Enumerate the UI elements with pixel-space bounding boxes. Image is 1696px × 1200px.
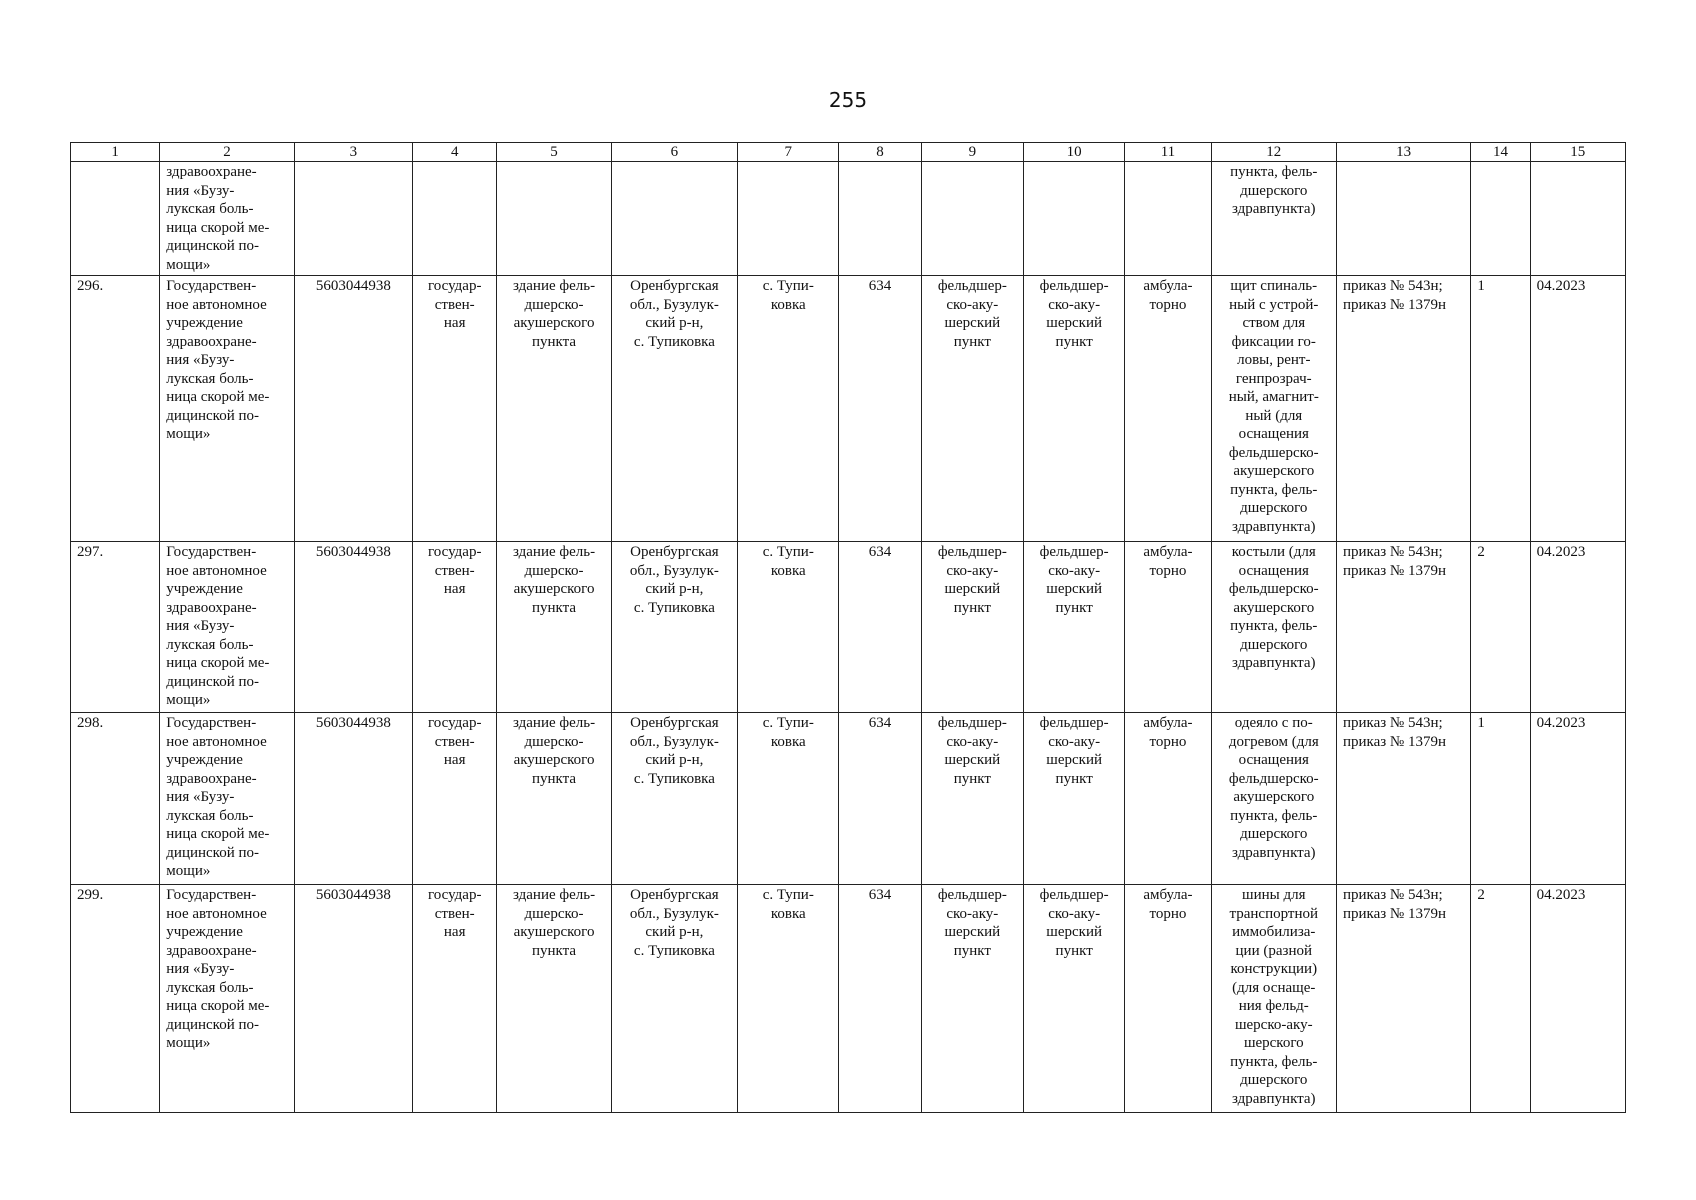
cell-date: 04.2023 bbox=[1530, 542, 1625, 713]
cell-type-2: фельдшер- ско-аку- шерский пункт bbox=[1024, 885, 1125, 1113]
cell-care-form: амбула- торно bbox=[1125, 713, 1211, 885]
column-header: 14 bbox=[1471, 143, 1530, 162]
cell-orders: приказ № 543н; приказ № 1379н bbox=[1336, 542, 1470, 713]
cell-address: Оренбургская обл., Бузулук- ский р-н, с. Тупиковка bbox=[611, 542, 737, 713]
cell-building: здание фель- дшерско- акушерского пункта bbox=[497, 713, 611, 885]
cell-orders: приказ № 543н; приказ № 1379н bbox=[1336, 276, 1470, 542]
cell-code: 634 bbox=[839, 885, 921, 1113]
cell-locality: с. Тупи- ковка bbox=[738, 542, 839, 713]
cell-locality bbox=[738, 162, 839, 276]
cell-inn: 5603044938 bbox=[294, 542, 412, 713]
cell-organization: Государствен- ное автономное учреждение здравоохране- ния «Бузу- лукская боль- ница скорой ме- дицинской по- мощи» bbox=[160, 542, 294, 713]
cell-num bbox=[71, 162, 160, 276]
cell-building: здание фель- дшерско- акушерского пункта bbox=[497, 885, 611, 1113]
cell-address: Оренбургская обл., Бузулук- ский р-н, с. Тупиковка bbox=[611, 885, 737, 1113]
cell-organization: Государствен- ное автономное учреждение здравоохране- ния «Бузу- лукская боль- ница скорой ме- дицинской по- мощи» bbox=[160, 276, 294, 542]
cell-inn: 5603044938 bbox=[294, 885, 412, 1113]
column-header: 2 bbox=[160, 143, 294, 162]
column-header: 7 bbox=[738, 143, 839, 162]
cell-quantity bbox=[1471, 162, 1530, 276]
cell-quantity: 2 bbox=[1471, 885, 1530, 1113]
register-table-wrapper bbox=[70, 142, 1626, 1113]
cell-inn: 5603044938 bbox=[294, 713, 412, 885]
cell-orders: приказ № 543н; приказ № 1379н bbox=[1336, 885, 1470, 1113]
column-header: 3 bbox=[294, 143, 412, 162]
cell-orders: приказ № 543н; приказ № 1379н bbox=[1336, 713, 1470, 885]
cell-care-form: амбула- торно bbox=[1125, 885, 1211, 1113]
cell-locality: с. Тупи- ковка bbox=[738, 713, 839, 885]
cell-num: 299. bbox=[71, 885, 160, 1113]
cell-type-2: фельдшер- ско-аку- шерский пункт bbox=[1024, 713, 1125, 885]
table-row bbox=[71, 276, 1626, 542]
cell-quantity: 1 bbox=[1471, 276, 1530, 542]
cell-address: Оренбургская обл., Бузулук- ский р-н, с. Тупиковка bbox=[611, 276, 737, 542]
column-header: 6 bbox=[611, 143, 737, 162]
cell-code: 634 bbox=[839, 276, 921, 542]
cell-care-form bbox=[1125, 162, 1211, 276]
cell-date bbox=[1530, 162, 1625, 276]
cell-type-2: фельдшер- ско-аку- шерский пункт bbox=[1024, 276, 1125, 542]
cell-equipment: щит спиналь- ный с устрой- ством для фиксации го- ловы, рент- генпрозрач- ный, амагнит- ный (для оснащения фельдшерско- акушерского пункта, фель- дшерского здравпункта) bbox=[1211, 276, 1336, 542]
cell-address bbox=[611, 162, 737, 276]
column-header: 9 bbox=[921, 143, 1023, 162]
cell-organization: Государствен- ное автономное учреждение здравоохране- ния «Бузу- лукская боль- ница скорой ме- дицинской по- мощи» bbox=[160, 885, 294, 1113]
cell-num: 296. bbox=[71, 276, 160, 542]
cell-ownership bbox=[413, 162, 497, 276]
cell-orders bbox=[1336, 162, 1470, 276]
cell-type-1 bbox=[921, 162, 1023, 276]
cell-equipment: шины для транспортной иммобилиза- ции (разной конструкции) (для оснаще- ния фельд- шерско-аку- шерского пункта, фель- дшерского здравпункта) bbox=[1211, 885, 1336, 1113]
column-number-row bbox=[71, 143, 1626, 162]
column-header: 11 bbox=[1125, 143, 1211, 162]
cell-code bbox=[839, 162, 921, 276]
column-header: 12 bbox=[1211, 143, 1336, 162]
cell-building: здание фель- дшерско- акушерского пункта bbox=[497, 542, 611, 713]
column-header: 10 bbox=[1024, 143, 1125, 162]
column-header: 13 bbox=[1336, 143, 1470, 162]
cell-type-1: фельдшер- ско-аку- шерский пункт bbox=[921, 885, 1023, 1113]
continuation-row bbox=[71, 162, 1626, 276]
cell-locality: с. Тупи- ковка bbox=[738, 885, 839, 1113]
column-header: 1 bbox=[71, 143, 160, 162]
cell-quantity: 2 bbox=[1471, 542, 1530, 713]
cell-quantity: 1 bbox=[1471, 713, 1530, 885]
cell-code: 634 bbox=[839, 713, 921, 885]
cell-inn: 5603044938 bbox=[294, 276, 412, 542]
table-row bbox=[71, 885, 1626, 1113]
cell-building bbox=[497, 162, 611, 276]
cell-date: 04.2023 bbox=[1530, 885, 1625, 1113]
cell-inn bbox=[294, 162, 412, 276]
column-header: 15 bbox=[1530, 143, 1625, 162]
cell-num: 297. bbox=[71, 542, 160, 713]
column-header: 5 bbox=[497, 143, 611, 162]
cell-ownership: государ- ствен- ная bbox=[413, 713, 497, 885]
cell-num: 298. bbox=[71, 713, 160, 885]
cell-code: 634 bbox=[839, 542, 921, 713]
cell-care-form: амбула- торно bbox=[1125, 276, 1211, 542]
cell-type-2 bbox=[1024, 162, 1125, 276]
table-row bbox=[71, 713, 1626, 885]
cell-type-1: фельдшер- ско-аку- шерский пункт bbox=[921, 276, 1023, 542]
cell-organization: здравоохране- ния «Бузу- лукская боль- ница скорой ме- дицинской по- мощи» bbox=[160, 162, 294, 276]
cell-address: Оренбургская обл., Бузулук- ский р-н, с. Тупиковка bbox=[611, 713, 737, 885]
cell-locality: с. Тупи- ковка bbox=[738, 276, 839, 542]
cell-ownership: государ- ствен- ная bbox=[413, 885, 497, 1113]
cell-equipment: пункта, фель- дшерского здравпункта) bbox=[1211, 162, 1336, 276]
cell-care-form: амбула- торно bbox=[1125, 542, 1211, 713]
cell-ownership: государ- ствен- ная bbox=[413, 542, 497, 713]
cell-equipment: костыли (для оснащения фельдшерско- акушерского пункта, фель- дшерского здравпункта) bbox=[1211, 542, 1336, 713]
cell-ownership: государ- ствен- ная bbox=[413, 276, 497, 542]
table-row bbox=[71, 542, 1626, 713]
cell-equipment: одеяло с по- догревом (для оснащения фельдшерско- акушерского пункта, фель- дшерского здравпункта) bbox=[1211, 713, 1336, 885]
cell-type-1: фельдшер- ско-аку- шерский пункт bbox=[921, 713, 1023, 885]
cell-type-2: фельдшер- ско-аку- шерский пункт bbox=[1024, 542, 1125, 713]
register-table bbox=[70, 142, 1626, 1113]
column-header: 4 bbox=[413, 143, 497, 162]
column-header: 8 bbox=[839, 143, 921, 162]
cell-building: здание фель- дшерско- акушерского пункта bbox=[497, 276, 611, 542]
cell-date: 04.2023 bbox=[1530, 276, 1625, 542]
page-number: 255 bbox=[828, 88, 868, 112]
cell-type-1: фельдшер- ско-аку- шерский пункт bbox=[921, 542, 1023, 713]
cell-organization: Государствен- ное автономное учреждение здравоохране- ния «Бузу- лукская боль- ница скорой ме- дицинской по- мощи» bbox=[160, 713, 294, 885]
cell-date: 04.2023 bbox=[1530, 713, 1625, 885]
